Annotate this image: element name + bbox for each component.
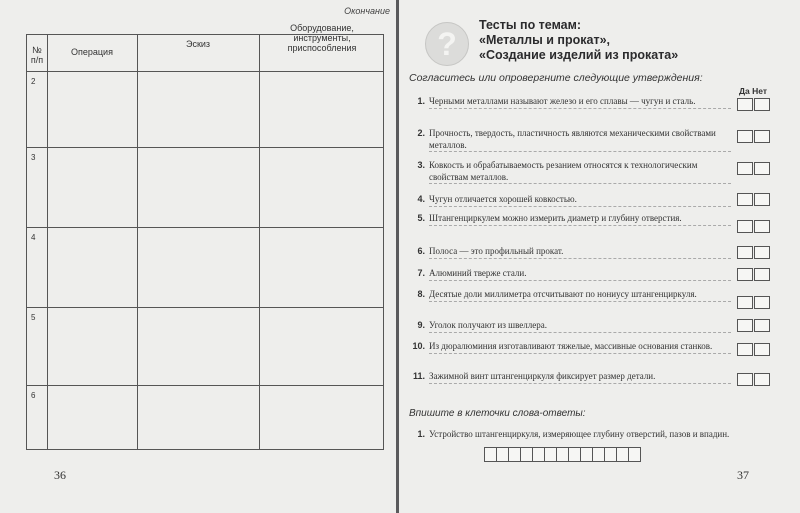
question-number: 11. xyxy=(412,371,425,381)
question-text: Ковкость и обрабатываемость резанием относятся к технологическим свойствам металлов. xyxy=(429,160,731,184)
question-text: Устройство штангенциркуля, измеряющее глубину отверстий, пазов и впадин. xyxy=(429,429,730,439)
page-number-right: 37 xyxy=(737,468,749,482)
page-number-left: 36 xyxy=(54,468,66,482)
title-line: «Металлы и прокат», xyxy=(479,33,610,47)
question-item xyxy=(409,246,731,259)
answer-box-no[interactable] xyxy=(754,130,770,143)
question-text: Десятые доли миллиметра отсчитывают по нониусу штангенциркуля. xyxy=(429,289,731,302)
row-number: 3 xyxy=(31,153,36,162)
row-number: 4 xyxy=(31,233,36,242)
answer-box-yes[interactable] xyxy=(737,343,753,356)
question-number: 2. xyxy=(417,128,425,138)
question-number: 6. xyxy=(417,246,425,256)
answer-box-yes[interactable] xyxy=(737,162,753,175)
answer-box-yes[interactable] xyxy=(737,319,753,332)
question-number: 1. xyxy=(417,429,425,439)
question-item xyxy=(409,320,731,333)
row-number: 5 xyxy=(31,313,36,322)
question-badge-icon xyxy=(425,22,469,66)
header-sketch: Эскиз xyxy=(185,39,211,49)
answer-box-no[interactable] xyxy=(754,268,770,281)
answer-box-no[interactable] xyxy=(754,246,770,259)
table-header-divider xyxy=(27,71,383,72)
question-item xyxy=(409,194,731,207)
title-line: Тесты по темам: xyxy=(479,18,582,32)
answer-box-no[interactable] xyxy=(754,343,770,356)
table-row-divider xyxy=(27,385,383,386)
left-page xyxy=(0,0,396,513)
table-row-divider xyxy=(27,147,383,148)
question-mark: ? xyxy=(437,26,457,62)
answer-box-yes[interactable] xyxy=(737,296,753,309)
header-number: № п/п xyxy=(30,45,44,65)
question-item xyxy=(409,268,731,281)
question-text: Уголок получают из швеллера. xyxy=(429,320,731,333)
question-text: Черными металлами называют железо и его сплавы — чугун и сталь. xyxy=(429,96,731,109)
question-item xyxy=(409,341,731,354)
table-divider xyxy=(137,35,138,449)
question-item xyxy=(409,371,731,384)
table-row-divider xyxy=(27,307,383,308)
fill-question-item xyxy=(409,429,731,441)
question-number: 1. xyxy=(417,96,425,106)
header-equipment: Оборудование, инструменты, приспособления xyxy=(287,23,357,53)
question-text: Зажимной винт штангенциркуля фиксирует размер детали. xyxy=(429,371,731,384)
question-item xyxy=(409,96,731,109)
answer-box-yes[interactable] xyxy=(737,98,753,111)
answer-box-yes[interactable] xyxy=(737,268,753,281)
answer-box-no[interactable] xyxy=(754,193,770,206)
question-item xyxy=(409,128,731,152)
question-number: 5. xyxy=(417,213,425,223)
question-item xyxy=(409,160,731,184)
question-number: 4. xyxy=(417,194,425,204)
question-number: 7. xyxy=(417,268,425,278)
letter-cell[interactable] xyxy=(628,447,641,462)
title-line: «Создание изделий из проката» xyxy=(479,48,679,62)
answer-box-no[interactable] xyxy=(754,162,770,175)
question-text: Алюминий тверже стали. xyxy=(429,268,731,281)
instruction-fill-in: Впишите в клеточки слова-ответы: xyxy=(409,408,586,419)
question-item xyxy=(409,289,731,302)
yes-no-header: Да Нет xyxy=(739,86,768,96)
question-number: 9. xyxy=(417,320,425,330)
answer-box-no[interactable] xyxy=(754,220,770,233)
answer-box-no[interactable] xyxy=(754,296,770,309)
ending-label: Окончание xyxy=(344,6,390,16)
answer-box-no[interactable] xyxy=(754,98,770,111)
question-text: Из дюралюминия изготавливают тяжелые, массивные основания станков. xyxy=(429,341,731,354)
answer-box-yes[interactable] xyxy=(737,220,753,233)
answer-box-yes[interactable] xyxy=(737,373,753,386)
answer-box-no[interactable] xyxy=(754,373,770,386)
row-number: 6 xyxy=(31,391,36,400)
question-number: 3. xyxy=(417,160,425,170)
question-text: Чугун отличается хорошей ковкостью. xyxy=(429,194,731,207)
right-page xyxy=(399,0,800,513)
answer-box-no[interactable] xyxy=(754,319,770,332)
operations-table xyxy=(26,23,384,450)
row-number: 2 xyxy=(31,77,36,86)
table-divider xyxy=(47,35,48,449)
question-text: Прочность, твердость, пластичность являются механическими свойствами металлов. xyxy=(429,128,731,152)
page-title xyxy=(479,18,678,63)
answer-cells xyxy=(484,447,640,462)
question-number: 10. xyxy=(412,341,425,351)
answer-box-yes[interactable] xyxy=(737,193,753,206)
answer-box-yes[interactable] xyxy=(737,130,753,143)
question-number: 8. xyxy=(417,289,425,299)
table-row-divider xyxy=(27,227,383,228)
table-divider xyxy=(259,35,260,449)
instruction-agree: Согласитесь или опровергните следующие утверждения: xyxy=(409,72,703,84)
question-text: Полоса — это профильный прокат. xyxy=(429,246,731,259)
question-text: Штангенциркулем можно измерить диаметр и глубину отверстия. xyxy=(429,213,731,226)
question-item xyxy=(409,213,731,226)
header-operation: Операция xyxy=(71,47,113,57)
answer-box-yes[interactable] xyxy=(737,246,753,259)
